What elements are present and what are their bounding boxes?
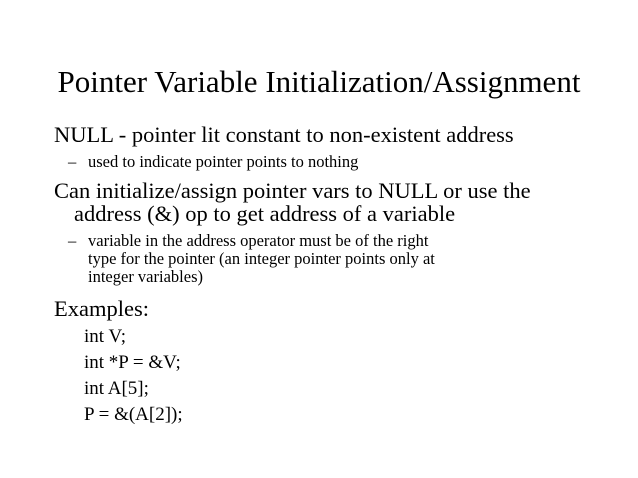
sub-bullet-null-usage [68, 152, 598, 171]
examples-label: Examples: [54, 296, 149, 321]
bullet-initialize-line-2: address (&) op to get address of a variable [74, 201, 456, 226]
dash-bullet-icon: – [68, 231, 77, 250]
code-line: int A[5]; [84, 378, 149, 399]
bullet-null-text: NULL - pointer lit constant to non-existent address [54, 122, 514, 147]
sub-bullet-address-line-1: variable in the address operator must be of the right [88, 231, 429, 250]
sub-bullet-address-line-3: integer variables) [88, 267, 203, 286]
dash-bullet-icon: – [68, 152, 77, 171]
bullet-examples [54, 297, 614, 320]
bullet-null-definition [54, 123, 614, 146]
sub-bullet-null-usage-text: used to indicate pointer points to nothing [88, 152, 359, 171]
bullet-initialize-line-1: Can initialize/assign pointer vars to NULL or use the [54, 178, 531, 203]
bullet-initialize-assign [54, 179, 614, 225]
sub-bullet-address-operator [68, 231, 598, 286]
sub-bullet-address-line-2: type for the pointer (an integer pointer points only at [88, 249, 435, 268]
code-line: int *P = &V; [84, 352, 181, 373]
code-line: P = &(A[2]); [84, 404, 183, 425]
slide-title: Pointer Variable Initialization/Assignment [57, 64, 581, 99]
code-line: int V; [84, 326, 127, 347]
